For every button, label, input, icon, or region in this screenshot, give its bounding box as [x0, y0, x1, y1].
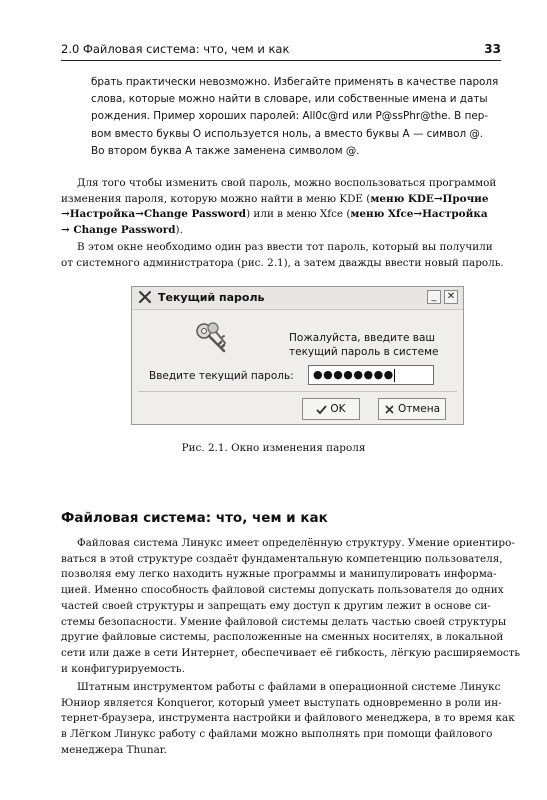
dialog-title: Текущий пароль — [158, 291, 265, 304]
header-rule — [61, 60, 501, 61]
menu-path-xfce-cont: → Change Password — [61, 224, 176, 237]
paragraph-line: цией. Именно способность файловой системы допускать пользователя до одних — [61, 584, 504, 597]
keys-icon — [194, 321, 228, 355]
paragraph-line: Для того чтобы изменить свой пароль, можно воспользоваться программой — [77, 177, 497, 189]
paragraph-line: Штатным инструментом работы с файлами в операционной системе Линукс — [77, 681, 501, 693]
paragraph-line: в Лёгком Линукс работу с файлами можно выполнять при помощи файлового — [61, 728, 493, 741]
paragraph-line: Юниор является Konqueror, который умеет выступать одновременно в роли ин- — [61, 696, 502, 709]
cancel-label: Отмена — [397, 403, 441, 415]
paragraph-line — [61, 192, 507, 208]
paragraph-line: менеджера Thunar. — [61, 743, 167, 756]
paragraph-line — [61, 207, 507, 223]
password-input[interactable] — [308, 365, 434, 385]
current-password-dialog — [131, 286, 464, 425]
x-logo-icon — [138, 290, 152, 304]
paragraph-line: сети или даже в сети Интернет, обеспечивает её гибкость, лёгкую расширяемость — [61, 646, 521, 659]
checkmark-icon — [316, 404, 327, 415]
section-heading: Файловая система: что, чем и как — [61, 510, 328, 526]
note-line: вом вместо буквы O используется ноль, а вместо буквы A — символ @. — [91, 127, 484, 140]
ok-button[interactable] — [302, 398, 360, 420]
menu-path-kde: меню KDE→Прочие — [370, 192, 489, 205]
page-number: 33 — [484, 42, 501, 56]
running-header-title: 2.0 Файловая система: что, чем и как — [61, 42, 290, 56]
note-line: Во втором буква A также заменена символом @. — [91, 144, 360, 157]
note-line: брать практически невозможно. Избегайте применять в качестве пароля — [91, 76, 499, 88]
dialog-prompt — [289, 331, 439, 359]
paragraph-line — [61, 223, 507, 239]
paragraph-line: Файловая система Линукс имеет определённую структуру. Умение ориентиро- — [77, 537, 515, 549]
paragraph-line: позволяя ему легко находить нужные программы и манипулировать информа- — [61, 568, 497, 581]
paragraph-line: В этом окне необходимо один раз ввести тот пароль, который вы получили — [77, 241, 493, 253]
paragraph-line: стемы безопасности. Умение файловой системы делать частью своей структуры — [61, 615, 507, 628]
paragraph-line: частей своей структуры и запрещать ему доступ к другим лежит в основе си- — [61, 599, 491, 612]
cancel-button[interactable] — [378, 398, 446, 420]
menu-path-kde-cont: →Настройка→Change Password — [61, 208, 247, 221]
password-mask: ●●●●●●●● — [313, 368, 394, 381]
paragraph-text: изменения пароля, которую можно найти в меню KDE ( — [61, 192, 371, 205]
paragraph-text: ) или в меню Xfce ( — [246, 208, 351, 221]
note-line: рождения. Пример хороших паролей: All0c@rd или P@ssPhr@the. В пер- — [91, 110, 489, 123]
note-line: слова, которые можно найти в словаре, или собственные имена и даты — [91, 93, 488, 106]
paragraph-text: ). — [175, 224, 183, 237]
password-tip-note — [91, 74, 505, 160]
dialog-separator — [138, 391, 457, 392]
paragraph-line: ваться в этой структуре создаёт фундаментальную компетенцию пользователя, — [61, 552, 503, 565]
paragraph-enter-password — [61, 240, 507, 271]
figure-caption: Рис. 2.1. Окно изменения пароля — [181, 442, 366, 454]
paragraph-file-managers — [61, 680, 515, 759]
paragraph-line: другие файловые системы, расположенные на сменных носителях, в локальной — [61, 631, 504, 644]
text-caret — [394, 369, 395, 382]
paragraph-line: от системного администратора (рис. 2.1), а затем дважды ввести новый пароль. — [61, 256, 504, 269]
password-label: Введите текущий пароль: — [149, 370, 294, 382]
running-header — [61, 42, 501, 56]
prompt-line: текущий пароль в системе — [289, 346, 439, 358]
dialog-titlebar — [132, 287, 463, 310]
paragraph-filesystem — [61, 536, 521, 677]
close-button[interactable]: ✕ — [444, 290, 458, 304]
cancel-x-icon — [384, 404, 395, 415]
paragraph-change-password — [61, 176, 507, 239]
minimize-button[interactable]: _ — [427, 290, 441, 304]
paragraph-line: и конфигурируемость. — [61, 662, 185, 675]
prompt-line: Пожалуйста, введите ваш — [289, 332, 436, 344]
ok-label: OK — [330, 403, 346, 415]
paragraph-line: тернет-браузера, инструмента настройки и файлового менеджера, в то время как — [61, 712, 515, 725]
menu-path-xfce: меню Xfce→Настройка — [350, 208, 488, 221]
